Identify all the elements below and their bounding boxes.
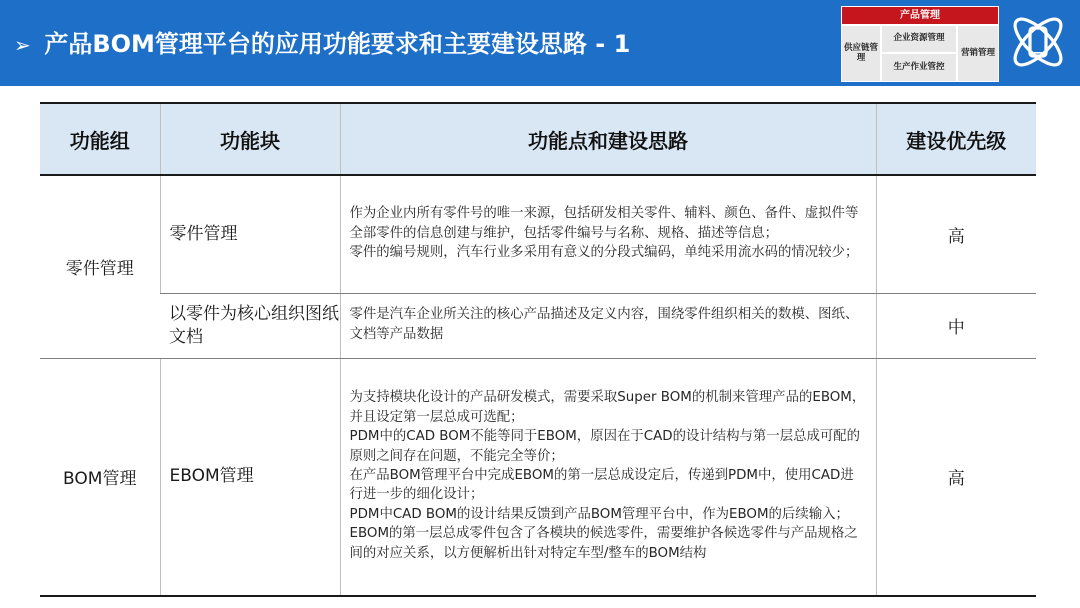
- header-function-points: 功能点和建设思路: [340, 103, 876, 175]
- system-map: [841, 6, 999, 82]
- point-text: 为支持模块化设计的产品研发模式，需要采取Super BOM的机制来管理产品的EBOM，并且设定第一层总成可选配；: [349, 390, 866, 425]
- points-cell: [340, 175, 876, 293]
- priority-cell: 高: [876, 175, 1036, 293]
- page-title-text: 产品BOM管理平台的应用功能要求和主要建设思路 - 1: [44, 30, 631, 58]
- group-cell: 零件管理: [40, 175, 160, 358]
- block-cell: 零件管理: [160, 175, 340, 293]
- map-product-management: 产品管理: [842, 7, 998, 24]
- header-function-block: 功能块: [160, 103, 340, 175]
- header-function-group: 功能组: [40, 103, 160, 175]
- point-text: EBOM的第一层总成零件包含了各模块的候选零件，需要维护各候选零件与产品规格之间的对应关系，以方便解析出针对特定车型/整车的BOM结构: [349, 526, 858, 561]
- point-text: 在产品BOM管理平台中完成EBOM的第一层总成设定后，传递到PDM中，使用CAD进行进一步的细化设计；: [349, 468, 854, 503]
- table-row: [40, 358, 1036, 596]
- point-text: PDM中CAD BOM的设计结果反馈到产品BOM管理平台中，作为EBOM的后续输入；: [349, 506, 849, 522]
- group-cell: BOM管理: [40, 358, 160, 596]
- block-cell: 以零件为核心组织图纸文档: [160, 293, 340, 358]
- map-marketing: 营销管理: [958, 26, 998, 81]
- map-erp: 企业资源管理: [882, 26, 956, 52]
- map-supply-chain: 供应链管理: [842, 26, 880, 81]
- priority-cell: 中: [876, 293, 1036, 358]
- priority-cell: 高: [876, 358, 1036, 596]
- points-cell: [340, 358, 876, 596]
- table-row: [40, 293, 1036, 358]
- point-text: 作为企业内所有零件号的唯一来源，包括研发相关零件、辅料、颜色、备件、虚拟件等全部零件的信息创建与维护，包括零件编号与名称、规格、描述等信息；: [349, 206, 859, 241]
- table-row: [40, 175, 1036, 293]
- page-title: [14, 26, 630, 62]
- header-bar: [0, 0, 1080, 86]
- header-priority: 建设优先级: [876, 103, 1036, 175]
- point-text: PDM中的CAD BOM不能等同于EBOM，原因在于CAD的设计结构与第一层总成可配的原则之间存在问题，不能完全等价；: [349, 429, 861, 464]
- atom-phone-icon: [1006, 8, 1070, 76]
- block-cell: EBOM管理: [160, 358, 340, 596]
- arrow-bullet-icon: ➢: [14, 33, 31, 57]
- table-header-row: [40, 103, 1036, 175]
- requirements-table: [40, 102, 1036, 597]
- point-text: 零件的编号规则，汽车行业多采用有意义的分段式编码，单纯采用流水码的情况较少；: [349, 244, 859, 260]
- map-mes: 生产作业管控: [882, 54, 956, 81]
- points-cell: [340, 293, 876, 358]
- point-text: 零件是汽车企业所关注的核心产品描述及定义内容，围绕零件组织相关的数模、图纸、文档等产品数据: [349, 307, 859, 342]
